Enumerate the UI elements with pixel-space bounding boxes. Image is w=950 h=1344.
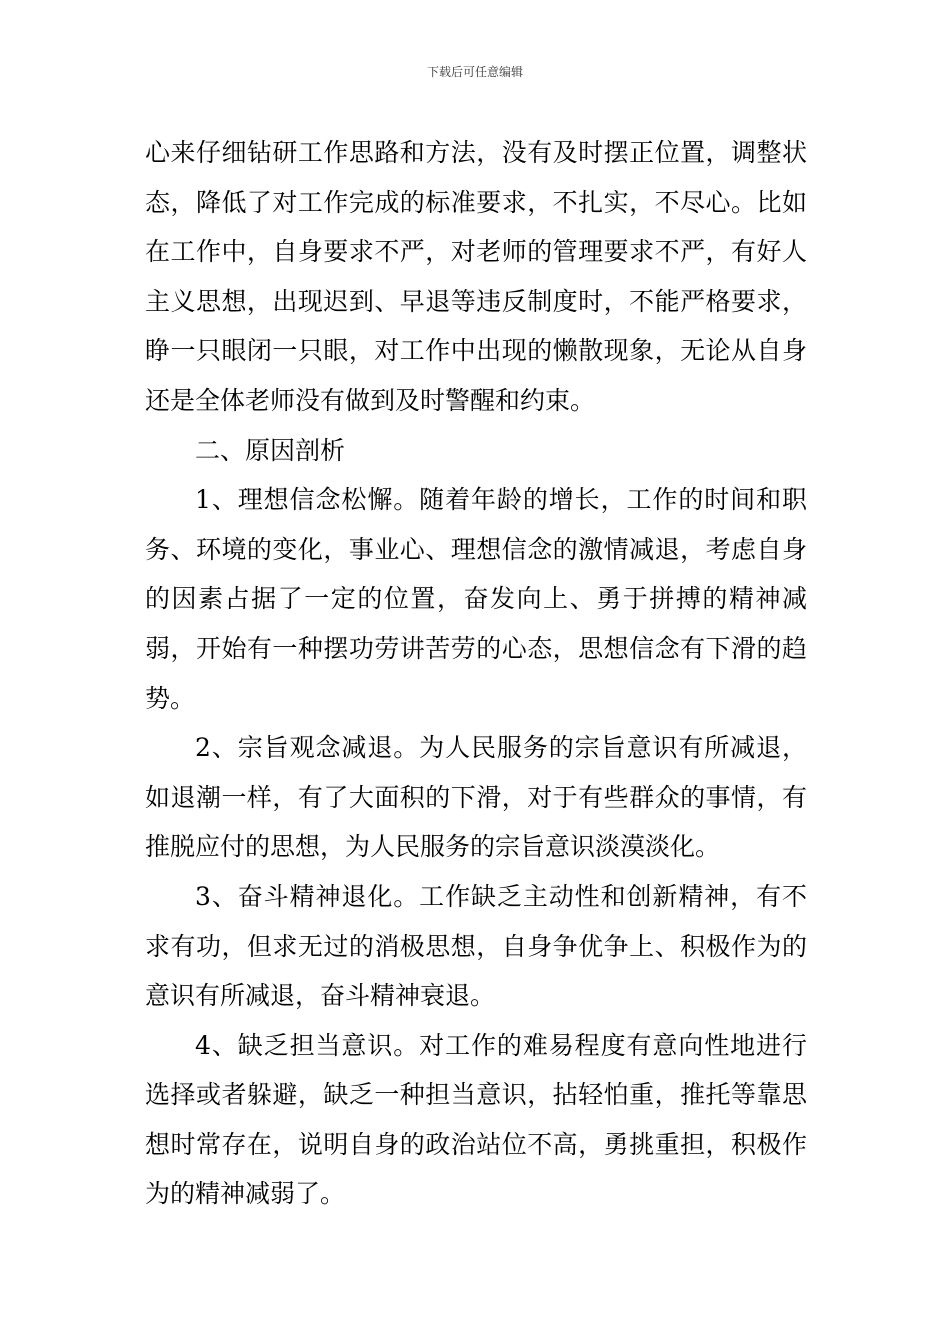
paragraph-item-4: 4、缺乏担当意识。对工作的难易程度有意向性地进行选择或者躲避，缺乏一种担当意识，拈轻怕重，推托等靠思想时常存在，说明自身的政治站位不高，勇挑重担，积极作为的精神减弱了。 — [145, 1030, 807, 1209]
document-body — [145, 128, 807, 1219]
paragraph-item-2: 2、宗旨观念减退。为人民服务的宗旨意识有所减退，如退潮一样，有了大面积的下滑，对于有些群众的事情，有推脱应付的思想，为人民服务的宗旨意识淡漠淡化。 — [145, 733, 807, 862]
paragraph-item-3: 3、奋斗精神退化。工作缺乏主动性和创新精神，有不求有功，但求无过的消极思想，自身争优争上、积极作为的意识有所减退，奋斗精神衰退。 — [145, 881, 807, 1011]
section-heading: 二、原因剖析 — [195, 435, 346, 465]
page-header: 下载后可任意编辑 — [426, 65, 523, 79]
paragraph-item-1: 1、理想信念松懈。随着年龄的增长，工作的时间和职务、环境的变化，事业心、理想信念的激情减退，考虑自身的因素占据了一定的位置，奋发向上、勇于拼搏的精神减弱，开始有一种摆功劳讲苦劳的心态，思想信念有下滑的趋势。 — [145, 485, 807, 713]
paragraph-continuation: 心来仔细钻研工作思路和方法，没有及时摆正位置，调整状态，降低了对工作完成的标准要求，不扎实，不尽心。比如在工作中，自身要求不严，对老师的管理要求不严，有好人主义思想，出现迟到、早退等违反制度时，不能严格要求，睁一只眼闭一只眼，对工作中出现的懒散现象，无论从自身还是全体老师没有做到及时警醒和约束。 — [145, 138, 807, 415]
